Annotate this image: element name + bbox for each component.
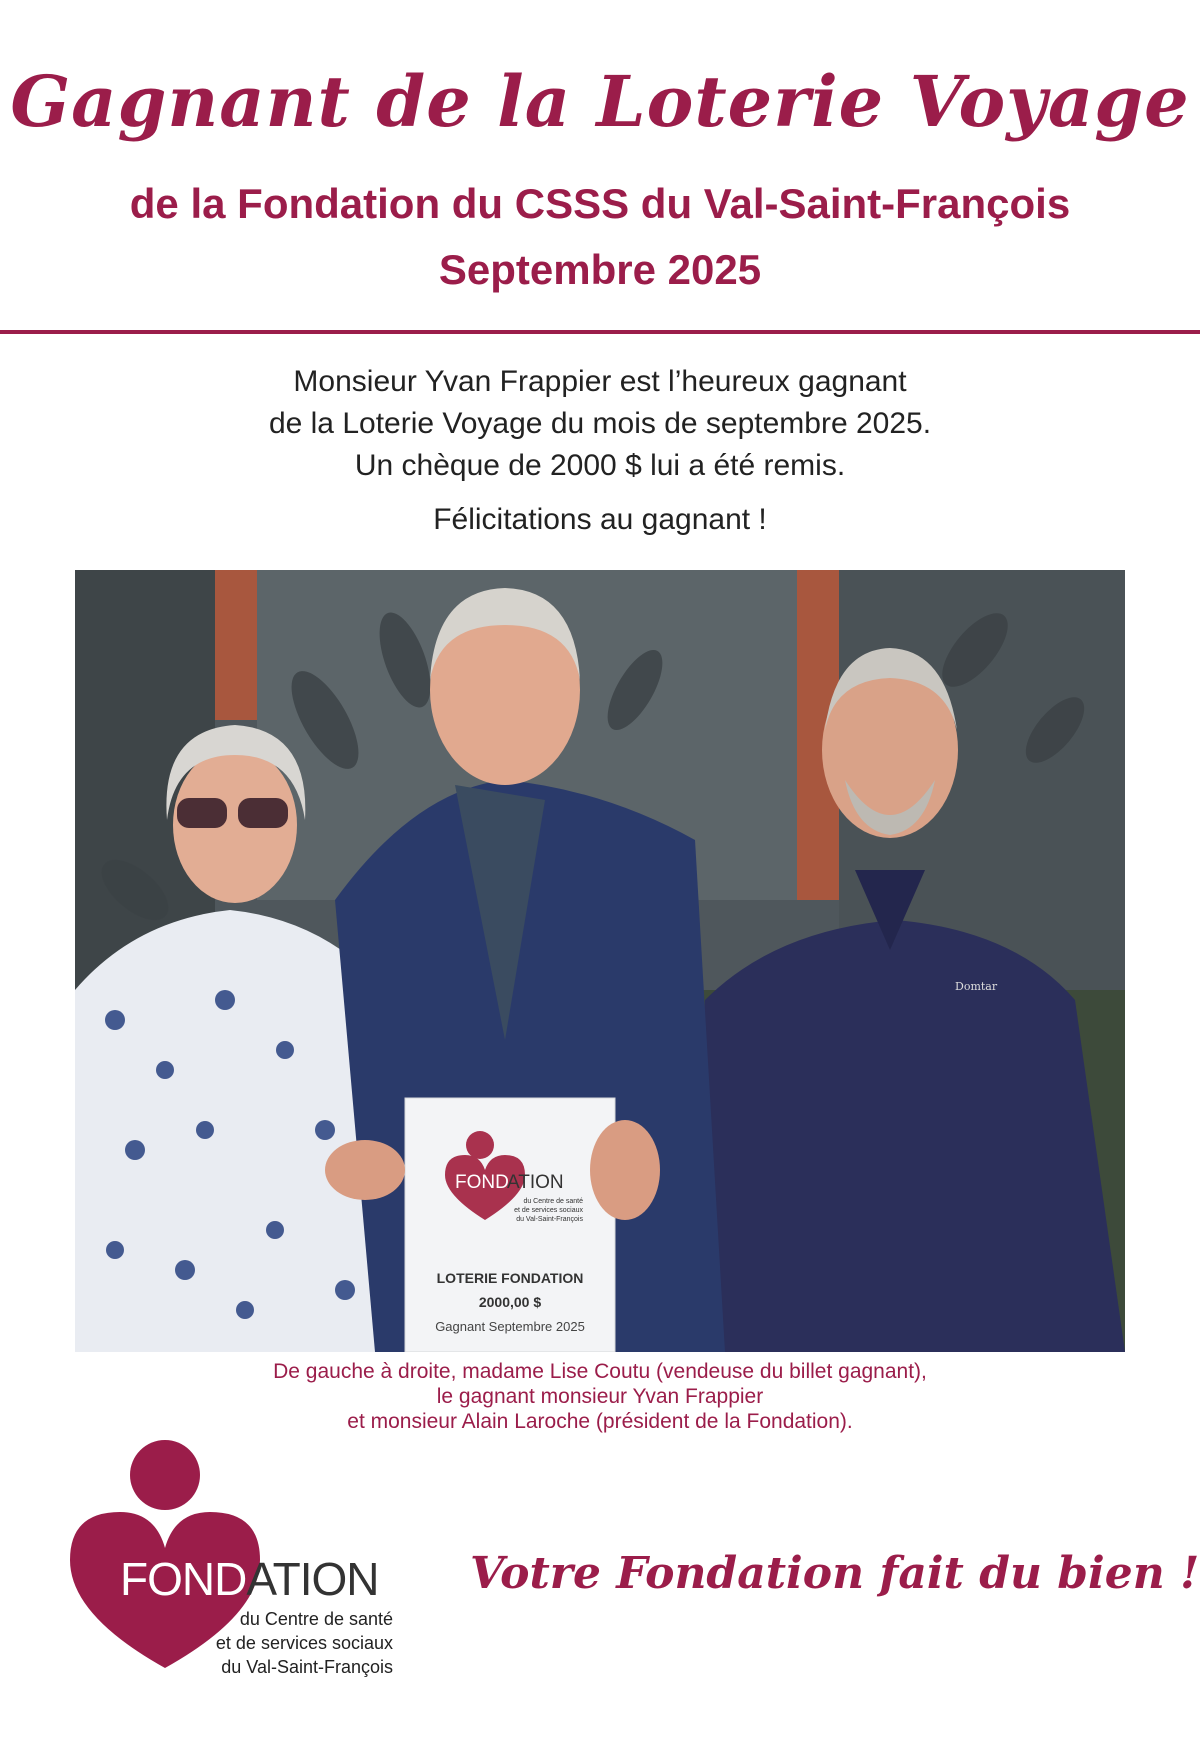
hand-right xyxy=(590,1120,660,1220)
intro-line-3: Un chèque de 2000 $ lui a été remis. xyxy=(354,449,846,482)
title-date: Septembre 2025 xyxy=(438,246,762,293)
logo-subtitle-3: du Val-Saint-François xyxy=(221,1657,393,1677)
hand-left xyxy=(325,1140,405,1200)
sign-logo-sub-1: du Centre de santé xyxy=(523,1198,583,1205)
caption-line-3: et monsieur Alain Laroche (président de la Fondation). xyxy=(347,1410,853,1433)
caption-line-2: le gagnant monsieur Yvan Frappier xyxy=(436,1385,764,1408)
winner-photo xyxy=(75,570,1125,1352)
prize-sign xyxy=(405,1098,615,1352)
sign-logo-sub-3: du Val-Saint-François xyxy=(516,1216,583,1223)
logo-subtitle-1: du Centre de santé xyxy=(239,1609,393,1629)
title-script: Gagnant de la Loterie Voyage xyxy=(10,60,1190,143)
sign-logo-sub-2: et de services sociaux xyxy=(514,1207,583,1214)
logo-wordmark xyxy=(120,1552,378,1606)
sign-title: LOTERIE FONDATION xyxy=(436,1270,584,1286)
congratulations-text: Félicitations au gagnant ! xyxy=(433,503,767,536)
logo-wordmark-dark: ATION xyxy=(246,1553,379,1605)
logo-wordmark-white: FOND xyxy=(120,1553,247,1605)
shirt-brand-text: Domtar xyxy=(955,980,998,993)
sign-amount: 2000,00 $ xyxy=(478,1294,542,1310)
sign-logo-dark: ATION xyxy=(507,1172,564,1193)
caption-line-1: De gauche à droite, madame Lise Coutu (vendeuse du billet gagnant), xyxy=(273,1360,927,1383)
logo-head-circle xyxy=(130,1440,200,1510)
intro-line-1: Monsieur Yvan Frappier est l’heureux gagnant xyxy=(293,365,907,398)
sign-winner-date: Gagnant Septembre 2025 xyxy=(435,1319,585,1334)
sign-logo-white: FOND xyxy=(455,1172,509,1193)
title-organization: de la Fondation du CSSS du Val-Saint-François xyxy=(129,180,1071,227)
intro-line-2: de la Loterie Voyage du mois de septembre 2025. xyxy=(268,407,932,440)
logo-subtitle-2: et de services sociaux xyxy=(215,1633,393,1653)
header-divider xyxy=(0,330,1200,334)
tagline: Votre Fondation fait du bien ! xyxy=(470,1548,1200,1599)
